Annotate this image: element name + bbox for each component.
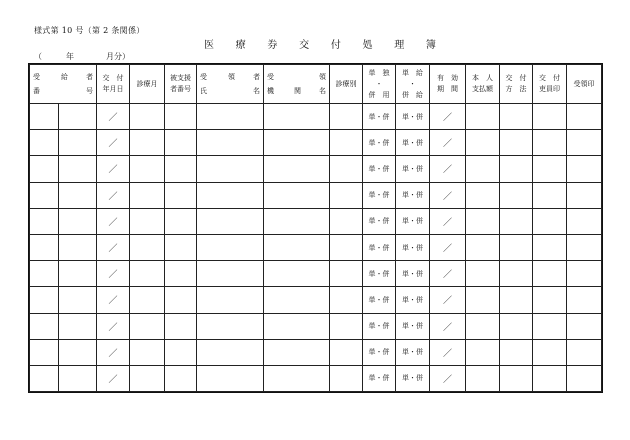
cell-treatment-type[interactable] (330, 287, 363, 313)
cell-insured-no[interactable] (165, 234, 197, 260)
cell-insured-no[interactable] (165, 339, 197, 365)
cell-self-pay[interactable] (466, 313, 500, 339)
table-row (30, 156, 602, 182)
period-label: （ 年 月分） (34, 52, 130, 61)
cell-single-combined-2[interactable] (396, 182, 430, 208)
cell-single-combined-2[interactable] (396, 365, 430, 391)
cell-single-combined-2[interactable] (396, 313, 430, 339)
slash-mark: ／ (442, 165, 452, 176)
cell-recipient-name[interactable] (197, 130, 264, 156)
title-char: 付 (330, 40, 341, 51)
cell-recipient-name[interactable] (197, 365, 264, 391)
cell-single-combined-1[interactable] (363, 130, 396, 156)
cell-insured-no[interactable] (165, 104, 197, 130)
cell-treatment-type[interactable] (330, 156, 363, 182)
cell-receipt-seal[interactable] (567, 208, 602, 234)
cell-recipient-name[interactable] (197, 182, 264, 208)
cell-institution[interactable] (264, 287, 330, 313)
cell-single-combined-2[interactable] (396, 234, 430, 260)
cell-issue-method[interactable] (500, 234, 533, 260)
cell-self-pay[interactable] (466, 287, 500, 313)
cell-recipient-name[interactable] (197, 156, 264, 182)
cell-institution[interactable] (264, 261, 330, 287)
cell-issue-date[interactable] (97, 130, 130, 156)
cell-receipt-seal[interactable] (567, 182, 602, 208)
cell-single-combined-1[interactable] (363, 313, 396, 339)
table-row (30, 130, 602, 156)
slash-mark: ／ (442, 217, 452, 228)
title-char: 交 (299, 40, 310, 51)
slash-mark: ／ (108, 139, 118, 150)
cell-self-pay[interactable] (466, 234, 500, 260)
cell-issue-date[interactable] (97, 261, 130, 287)
cell-issue-method[interactable] (500, 261, 533, 287)
cell-treatment-month[interactable] (130, 130, 165, 156)
cell-validity[interactable] (430, 182, 466, 208)
cell-insured-no[interactable] (165, 261, 197, 287)
cell-recipient-no-b[interactable] (59, 156, 97, 182)
slash-mark: ／ (108, 244, 118, 255)
header-treatment-type: 診療別 (330, 65, 363, 104)
cell-recipient-name[interactable] (197, 104, 264, 130)
tanhei-mark: 単・併 (402, 269, 423, 278)
cell-issue-method[interactable] (500, 313, 533, 339)
table-row (30, 261, 602, 287)
tanhei-mark: 単・併 (368, 295, 390, 304)
cell-treatment-type[interactable] (330, 130, 363, 156)
tanhei-mark: 単・併 (402, 112, 423, 121)
header-validity: 有 効 期 間 (430, 65, 466, 104)
cell-recipient-no-a[interactable] (30, 313, 59, 339)
cell-insured-no[interactable] (165, 156, 197, 182)
cell-issue-date[interactable] (97, 287, 130, 313)
slash-mark: ／ (108, 270, 118, 281)
cell-issue-date[interactable] (97, 365, 130, 391)
cell-recipient-no-b[interactable] (59, 208, 97, 234)
cell-recipient-no-b[interactable] (59, 339, 97, 365)
table-row (30, 234, 602, 260)
tanhei-mark: 単・併 (402, 164, 423, 173)
cell-self-pay[interactable] (466, 156, 500, 182)
cell-issuer-seal[interactable] (533, 261, 567, 287)
slash-mark: ／ (108, 165, 118, 176)
page-title (204, 36, 436, 51)
cell-treatment-type[interactable] (330, 208, 363, 234)
cell-issuer-seal[interactable] (533, 287, 567, 313)
cell-issuer-seal[interactable] (533, 208, 567, 234)
cell-treatment-type[interactable] (330, 365, 363, 391)
cell-self-pay[interactable] (466, 261, 500, 287)
cell-institution[interactable] (264, 339, 330, 365)
cell-validity[interactable] (430, 365, 466, 391)
tanhei-mark: 単・併 (402, 217, 423, 226)
tanhei-mark: 単・併 (402, 348, 423, 357)
header-treatment-month: 診療月 (130, 65, 165, 104)
cell-issuer-seal[interactable] (533, 182, 567, 208)
cell-self-pay[interactable] (466, 339, 500, 365)
slash-mark: ／ (108, 217, 118, 228)
tanhei-mark: 単・併 (402, 295, 423, 304)
tanhei-mark: 単・併 (402, 191, 423, 200)
cell-self-pay[interactable] (466, 130, 500, 156)
cell-single-combined-2[interactable] (396, 130, 430, 156)
ledger-sheet (28, 63, 603, 393)
cell-institution[interactable] (264, 234, 330, 260)
tanhei-mark: 単・併 (368, 348, 390, 357)
header-single-combined-2: 単 給 ・ 併 給 (396, 65, 430, 104)
slash-mark: ／ (442, 322, 452, 333)
cell-issue-date[interactable] (97, 313, 130, 339)
cell-institution[interactable] (264, 208, 330, 234)
cell-self-pay[interactable] (466, 365, 500, 391)
cell-recipient-name[interactable] (197, 287, 264, 313)
cell-insured-no[interactable] (165, 182, 197, 208)
cell-validity[interactable] (430, 234, 466, 260)
table-row (30, 208, 602, 234)
cell-single-combined-2[interactable] (396, 261, 430, 287)
tanhei-mark: 単・併 (402, 243, 423, 252)
cell-treatment-month[interactable] (130, 365, 165, 391)
header-receipt-seal: 受領印 (567, 65, 602, 104)
cell-receipt-seal[interactable] (567, 234, 602, 260)
cell-issue-date[interactable] (97, 156, 130, 182)
cell-issue-method[interactable] (500, 365, 533, 391)
header-issue-method: 交 付 方 法 (500, 65, 533, 104)
table-row (30, 104, 602, 130)
tanhei-mark: 単・併 (368, 164, 390, 173)
cell-issue-method[interactable] (500, 104, 533, 130)
cell-recipient-no-a[interactable] (30, 182, 59, 208)
form-number: 様式第 10 号（第 2 条関係） (34, 26, 145, 35)
cell-recipient-no-b[interactable] (59, 287, 97, 313)
slash-mark: ／ (442, 296, 452, 307)
cell-single-combined-1[interactable] (363, 104, 396, 130)
cell-treatment-type[interactable] (330, 261, 363, 287)
header-insured-no: 被支援 者番号 (165, 65, 197, 104)
tanhei-mark: 単・併 (402, 374, 423, 383)
cell-recipient-name[interactable] (197, 313, 264, 339)
cell-treatment-type[interactable] (330, 313, 363, 339)
cell-single-combined-1[interactable] (363, 339, 396, 365)
tanhei-mark: 単・併 (402, 322, 423, 331)
tanhei-mark: 単・併 (402, 138, 423, 147)
cell-treatment-month[interactable] (130, 339, 165, 365)
cell-validity[interactable] (430, 313, 466, 339)
cell-recipient-no-a[interactable] (30, 208, 59, 234)
cell-recipient-name[interactable] (197, 261, 264, 287)
cell-issuer-seal[interactable] (533, 104, 567, 130)
slash-mark: ／ (108, 191, 118, 202)
slash-mark: ／ (442, 191, 452, 202)
tanhei-mark: 単・併 (368, 112, 390, 121)
header-row (30, 65, 602, 104)
ledger-table (29, 64, 602, 392)
cell-treatment-month[interactable] (130, 156, 165, 182)
cell-recipient-no-b[interactable] (59, 182, 97, 208)
cell-treatment-month[interactable] (130, 287, 165, 313)
slash-mark: ／ (442, 139, 452, 150)
cell-insured-no[interactable] (165, 365, 197, 391)
cell-issue-date[interactable] (97, 208, 130, 234)
cell-issue-method[interactable] (500, 287, 533, 313)
cell-single-combined-1[interactable] (363, 182, 396, 208)
cell-single-combined-2[interactable] (396, 208, 430, 234)
cell-recipient-no-b[interactable] (59, 261, 97, 287)
cell-institution[interactable] (264, 313, 330, 339)
cell-single-combined-1[interactable] (363, 287, 396, 313)
cell-validity[interactable] (430, 156, 466, 182)
cell-self-pay[interactable] (466, 182, 500, 208)
cell-issue-method[interactable] (500, 182, 533, 208)
cell-institution[interactable] (264, 365, 330, 391)
cell-single-combined-1[interactable] (363, 156, 396, 182)
slash-mark: ／ (108, 113, 118, 124)
cell-recipient-name[interactable] (197, 208, 264, 234)
slash-mark: ／ (442, 270, 452, 281)
cell-issuer-seal[interactable] (533, 365, 567, 391)
title-char: 療 (235, 40, 246, 51)
cell-treatment-month[interactable] (130, 234, 165, 260)
tanhei-mark: 単・併 (368, 138, 390, 147)
slash-mark: ／ (108, 296, 118, 307)
cell-single-combined-2[interactable] (396, 156, 430, 182)
ledger-body (30, 104, 602, 392)
cell-issue-date[interactable] (97, 339, 130, 365)
cell-single-combined-1[interactable] (363, 261, 396, 287)
tanhei-mark: 単・併 (368, 217, 390, 226)
title-char: 簿 (425, 40, 436, 51)
cell-single-combined-1[interactable] (363, 234, 396, 260)
cell-treatment-month[interactable] (130, 182, 165, 208)
cell-issuer-seal[interactable] (533, 156, 567, 182)
table-row (30, 365, 602, 391)
cell-treatment-type[interactable] (330, 182, 363, 208)
slash-mark: ／ (108, 348, 118, 359)
cell-issuer-seal[interactable] (533, 130, 567, 156)
header-institution: 受 領 機 関 名 (264, 65, 330, 104)
cell-single-combined-1[interactable] (363, 365, 396, 391)
cell-insured-no[interactable] (165, 287, 197, 313)
cell-recipient-no-b[interactable] (59, 313, 97, 339)
cell-treatment-type[interactable] (330, 234, 363, 260)
title-char: 医 (204, 40, 214, 51)
cell-recipient-no-a[interactable] (30, 365, 59, 391)
cell-issue-date[interactable] (97, 182, 130, 208)
cell-recipient-no-b[interactable] (59, 104, 97, 130)
tanhei-mark: 単・併 (368, 191, 390, 200)
slash-mark: ／ (108, 374, 118, 385)
cell-issuer-seal[interactable] (533, 339, 567, 365)
cell-self-pay[interactable] (466, 208, 500, 234)
title-char: 処 (362, 40, 373, 51)
cell-receipt-seal[interactable] (567, 313, 602, 339)
cell-treatment-month[interactable] (130, 313, 165, 339)
slash-mark: ／ (442, 348, 452, 359)
tanhei-mark: 単・併 (368, 243, 390, 252)
table-row (30, 313, 602, 339)
cell-treatment-month[interactable] (130, 261, 165, 287)
cell-treatment-month[interactable] (130, 104, 165, 130)
cell-issue-method[interactable] (500, 208, 533, 234)
cell-insured-no[interactable] (165, 130, 197, 156)
cell-issuer-seal[interactable] (533, 234, 567, 260)
cell-receipt-seal[interactable] (567, 156, 602, 182)
table-row (30, 339, 602, 365)
cell-receipt-seal[interactable] (567, 365, 602, 391)
cell-validity[interactable] (430, 104, 466, 130)
title-char: 理 (394, 40, 405, 51)
cell-insured-no[interactable] (165, 208, 197, 234)
cell-issue-method[interactable] (500, 339, 533, 365)
cell-treatment-month[interactable] (130, 208, 165, 234)
header-issuer-seal: 交 付 吏員印 (533, 65, 567, 104)
cell-issuer-seal[interactable] (533, 313, 567, 339)
table-row (30, 287, 602, 313)
cell-single-combined-2[interactable] (396, 287, 430, 313)
header-recipient-no: 受 給 者 番 号 (30, 65, 97, 104)
cell-validity[interactable] (430, 130, 466, 156)
cell-validity[interactable] (430, 339, 466, 365)
cell-institution[interactable] (264, 182, 330, 208)
cell-validity[interactable] (430, 261, 466, 287)
tanhei-mark: 単・併 (368, 322, 390, 331)
cell-issue-date[interactable] (97, 234, 130, 260)
cell-recipient-no-a[interactable] (30, 104, 59, 130)
cell-institution[interactable] (264, 156, 330, 182)
cell-receipt-seal[interactable] (567, 339, 602, 365)
cell-recipient-no-a[interactable] (30, 234, 59, 260)
header-issue-date: 交 付 年月日 (97, 65, 130, 104)
title-char: 券 (267, 40, 278, 51)
cell-recipient-no-a[interactable] (30, 287, 59, 313)
cell-recipient-name[interactable] (197, 339, 264, 365)
slash-mark: ／ (442, 244, 452, 255)
cell-treatment-type[interactable] (330, 339, 363, 365)
header-self-pay: 本 人 支払額 (466, 65, 500, 104)
cell-insured-no[interactable] (165, 313, 197, 339)
cell-recipient-no-a[interactable] (30, 339, 59, 365)
cell-recipient-no-b[interactable] (59, 130, 97, 156)
cell-recipient-no-b[interactable] (59, 234, 97, 260)
slash-mark: ／ (442, 374, 452, 385)
slash-mark: ／ (108, 322, 118, 333)
cell-institution[interactable] (264, 104, 330, 130)
cell-institution[interactable] (264, 130, 330, 156)
header-single-combined-1: 単 独 ・ 併 用 (363, 65, 396, 104)
cell-issue-date[interactable] (97, 104, 130, 130)
cell-issue-method[interactable] (500, 130, 533, 156)
cell-treatment-type[interactable] (330, 104, 363, 130)
cell-recipient-name[interactable] (197, 234, 264, 260)
cell-receipt-seal[interactable] (567, 287, 602, 313)
cell-self-pay[interactable] (466, 104, 500, 130)
cell-validity[interactable] (430, 287, 466, 313)
cell-receipt-seal[interactable] (567, 104, 602, 130)
header-recipient-name: 受 領 者 氏 名 (197, 65, 264, 104)
cell-validity[interactable] (430, 208, 466, 234)
cell-receipt-seal[interactable] (567, 261, 602, 287)
tanhei-mark: 単・併 (368, 269, 390, 278)
cell-single-combined-1[interactable] (363, 208, 396, 234)
cell-single-combined-2[interactable] (396, 104, 430, 130)
slash-mark: ／ (442, 113, 452, 124)
cell-recipient-no-a[interactable] (30, 261, 59, 287)
cell-receipt-seal[interactable] (567, 130, 602, 156)
table-row (30, 182, 602, 208)
cell-issue-method[interactable] (500, 156, 533, 182)
cell-recipient-no-a[interactable] (30, 130, 59, 156)
cell-recipient-no-b[interactable] (59, 365, 97, 391)
tanhei-mark: 単・併 (368, 374, 390, 383)
cell-single-combined-2[interactable] (396, 339, 430, 365)
cell-recipient-no-a[interactable] (30, 156, 59, 182)
